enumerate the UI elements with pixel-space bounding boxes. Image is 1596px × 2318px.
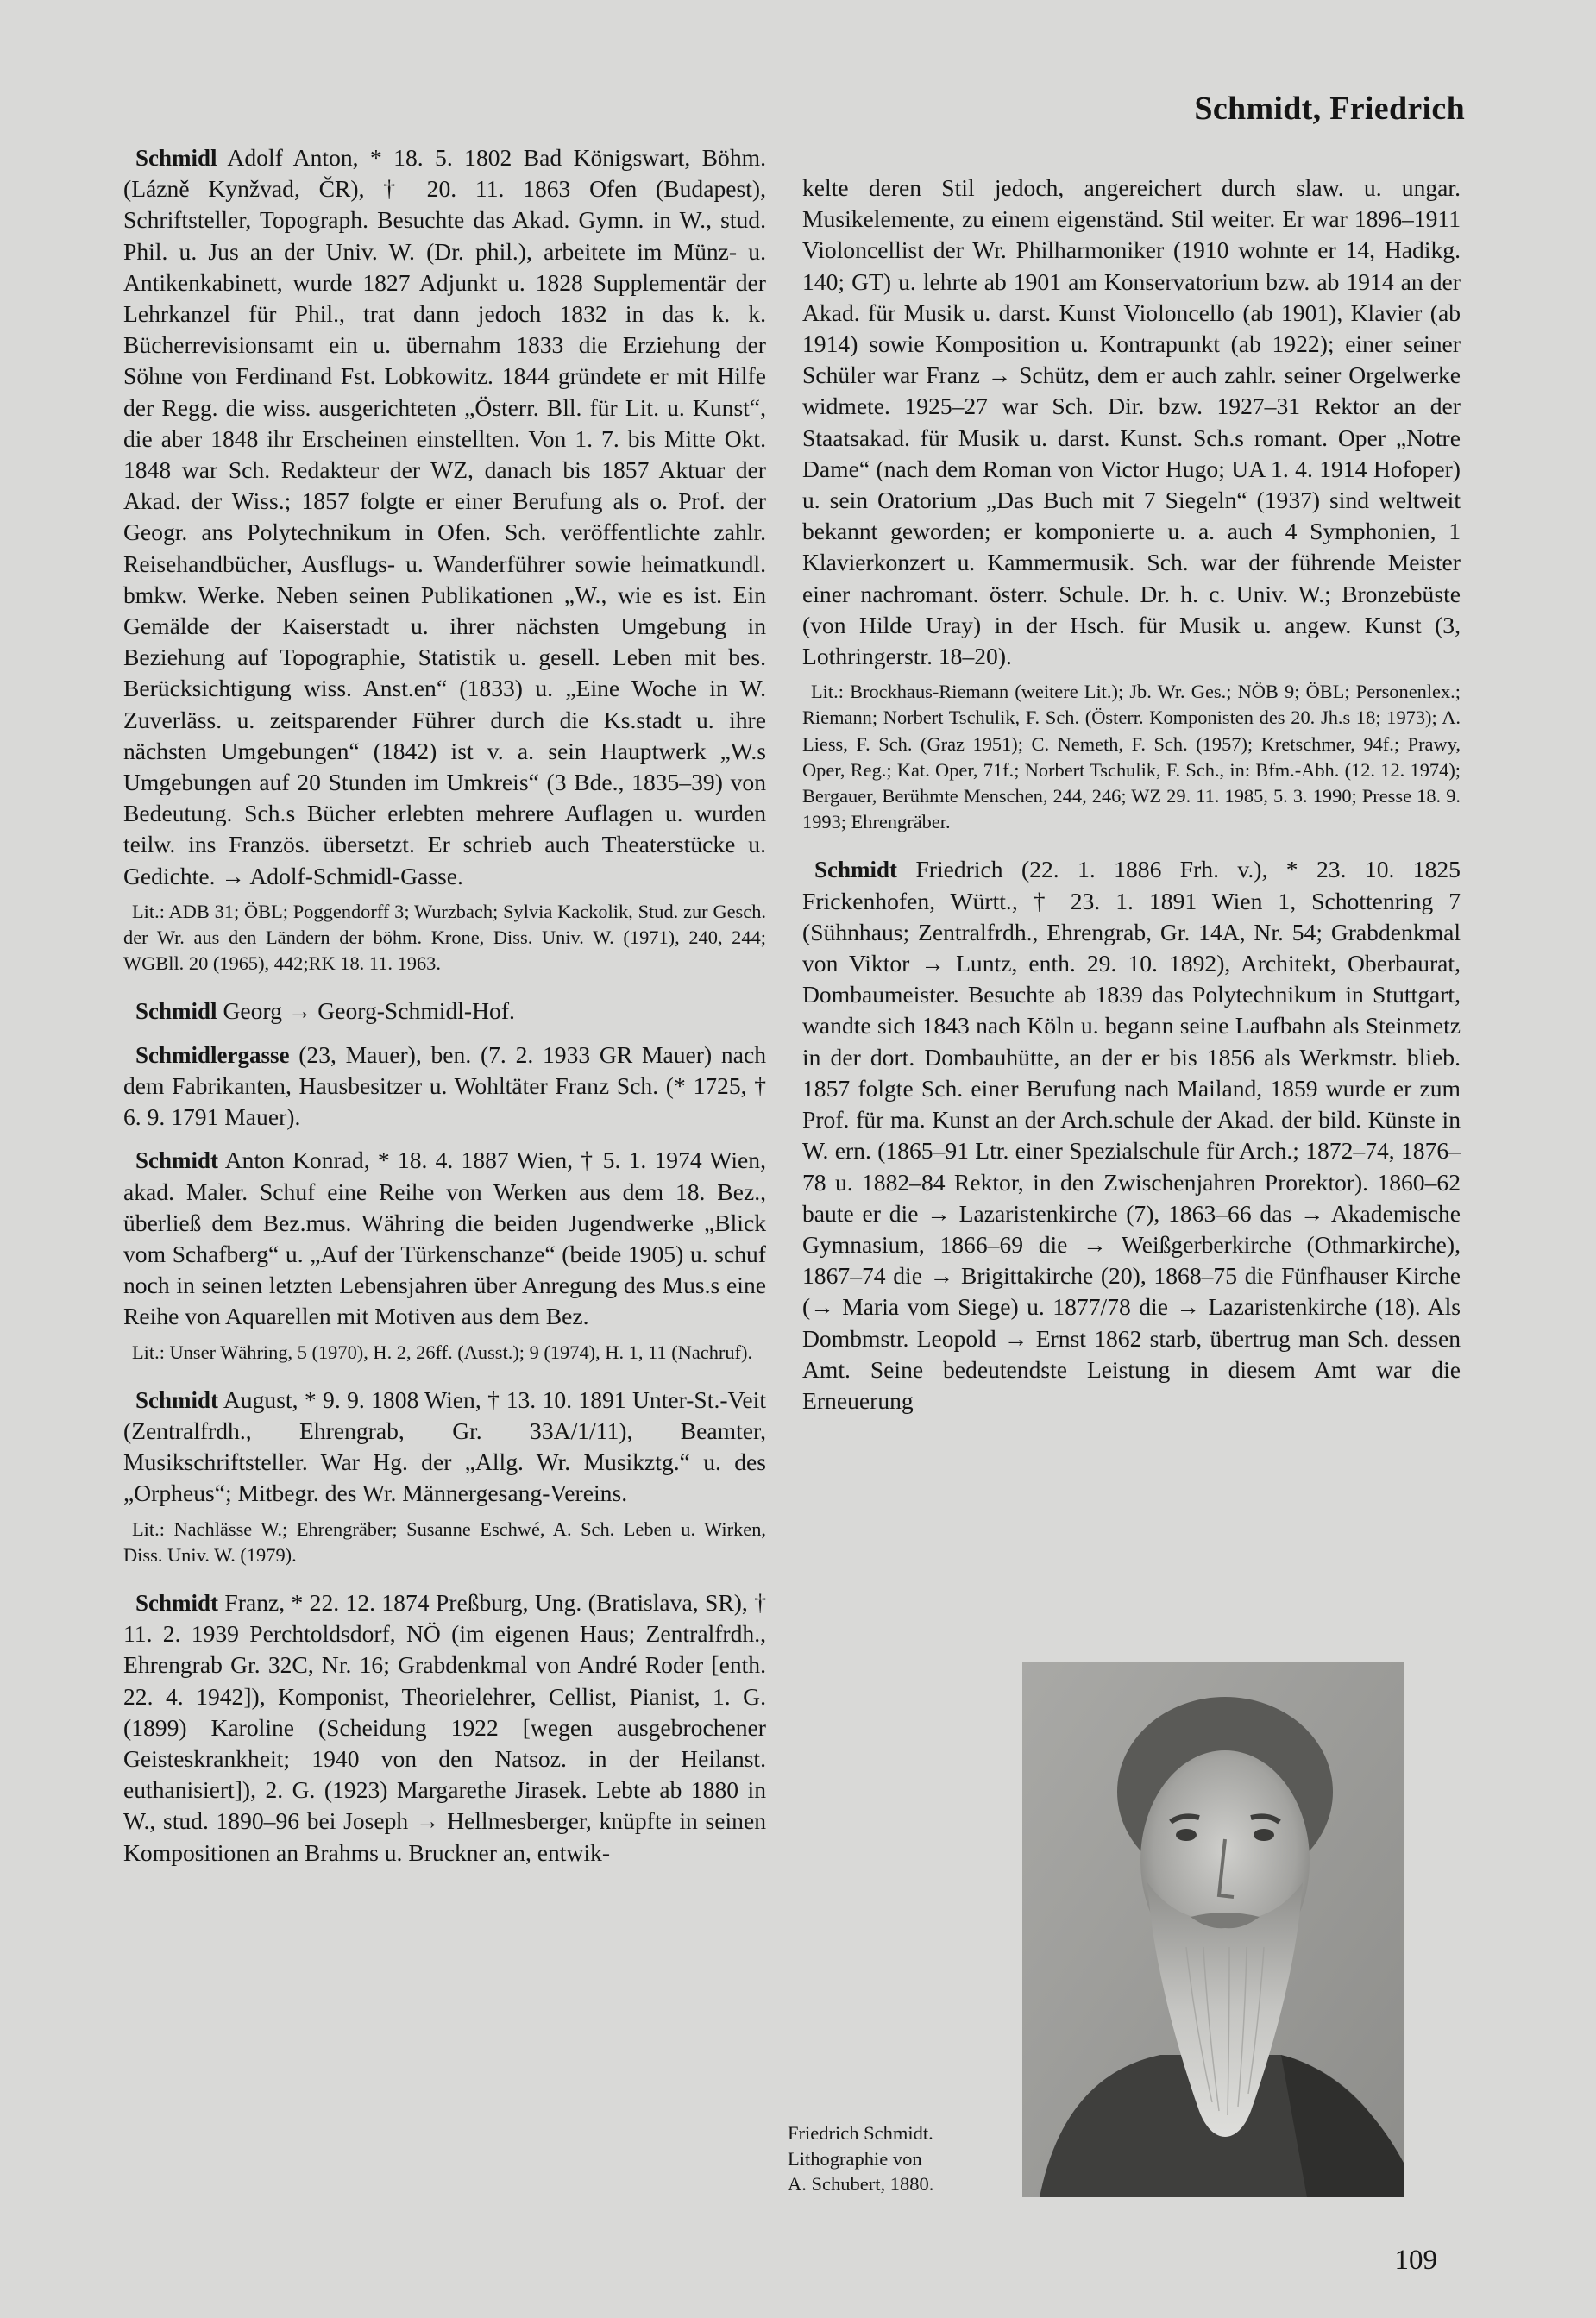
entry-schmidt-friedrich <box>802 854 1461 1417</box>
entry-headword: Schmidt <box>135 1147 219 1174</box>
caption-line: Lithographie von <box>788 2147 922 2170</box>
portrait-image <box>1022 1662 1404 2197</box>
entry-schmidt-august <box>123 1385 766 1568</box>
entry-schmidt-franz-continued <box>802 173 1461 835</box>
portrait-lithograph <box>1022 1662 1404 2197</box>
entry-literature: Lit.: Unser Währing, 5 (1970), H. 2, 26ff. (Ausst.); 9 (1974), H. 1, 11 (Nachruf). <box>132 1341 753 1363</box>
right-column <box>802 173 1461 1429</box>
entry-literature: Lit.: Nachlässe W.; Ehrengräber; Susanne Eschwé, A. Sch. Leben u. Wirken, Diss. Univ. W. (1979). <box>123 1517 766 1566</box>
entry-headword: Schmidl <box>135 145 217 171</box>
entry-headword: Schmidt <box>135 1386 219 1413</box>
entry-headword: Schmidlergasse <box>135 1041 290 1068</box>
caption-line: A. Schubert, 1880. <box>788 2173 934 2195</box>
portrait-caption <box>788 2120 1012 2197</box>
entry-schmidl-georg <box>123 996 766 1027</box>
entry-text: Adolf Anton, * 18. 5. 1802 Bad Königswart, Böhm. (Lázně Kynžvad, ČR), † 20. 11. 1863 Ofen (Budapest), Schriftsteller, Topograph. Besuchte das Akad. Gymn. in W., stud. Phil. u. Jus an der Univ. W. (Dr. phil.), arbeitete im Münz- u. Antikenkabinett, wurde 1827 Adjunkt u. 1828 Supplementär der Lehrkanzel für Phil., trat dann jedoch 1832 in das k. k. Bücherrevisionsamt ein u. übernahm 1833 die Erziehung der Söhne von Ferdinand Fst. Lobkowitz. 1844 gründete er mit Hilfe der Regg. die wiss. ausgerichteten „Österr. Bll. für Lit. u. Kunst“, die aber 1848 ihr Erscheinen einstellten. Von 1. 7. bis Mitte Okt. 1848 war Sch. Redakteur der WZ, danach bis 1857 Aktuar der Akad. der Wiss.; 1857 folgte er einer Berufung als o. Prof. der Geogr. ans Polytechnikum in Ofen. Sch. veröffentlichte zahlr. Reisehandbücher, Ausflugs- u. Wanderführer sowie heimatkundl. bmkw. Werke. Neben seinen Publikationen „W., wie es ist. Ein Gemälde der Kaiserstadt u. ihrer nächsten Umgebung in Beziehung auf Topographie, Statistik u. gesell. Leben mit bes. Berücksichtigung wiss. Anst.en“ (1833) u. „Eine Woche in W. Zuverläss. u. zeitsparender Führer durch die Ks.stadt u. ihre nächsten Umgebungen“ (1842) ist v. a. sein Hauptwerk „W.s Umgebungen auf 20 Stunden im Umkreis“ (3 Bde., 1835–39) von Bedeutung. Sch.s Bücher erlebten mehrere Auflagen u. wurden teilw. ins Französ. übersetzt. Er schrieb auch Theaterstücke u. Gedichte. → Adolf-Schmidl-Gasse. <box>123 144 766 889</box>
entry-text: (23, Mauer), ben. (7. 2. 1933 GR Mauer) nach dem Fabrikanten, Hausbesitzer u. Wohltäter Franz Sch. (* 1725, † 6. 9. 1791 Mauer). <box>123 1040 766 1131</box>
entry-text: Friedrich (22. 1. 1886 Frh. v.), * 23. 10. 1825 Frickenhofen, Württ., † 23. 1. 1891 Wien 1, Schottenring 7 (Sühnhaus; Zentralfrdh., Ehrengrab, Gr. 14A, Nr. 54; Grabdenkmal von Viktor → Luntz, enth. 29. 10. 1892), Architekt, Oberbaurat, Dombaumeister. Besuchte ab 1839 das Polytechnikum in Stuttgart, wandte sich 1843 nach Köln u. begann seine Laufbahn als Steinmetz in der dort. Dombauhütte, an der er bis 1856 als Werkmstr. blieb. 1857 folgte Sch. einer Berufung nach Mailand, 1859 wurde er zum Prof. für ma. Kunst an der Arch.schule der Akad. der bild. Künste in W. ern. (1865–91 Ltr. einer Spezialschule für Arch.; 1872–74, 1876–78 u. 1882–84 Rektor, in den Zwischenjahren Prorektor). 1860–62 baute er die → Lazaristenkirche (7), 1863–66 das → Akademische Gymnasium, 1866–69 die → Weißgerberkirche (Othmarkirche), 1867–74 die → Brigittakirche (20), 1868–75 die Fünfhauser Kirche (→ Maria vom Siege) u. 1877/78 die → Lazaristenkirche (18). Als Dombmstr. Leopold → Ernst 1862 starb, übertrug man Sch. dessen Amt. Seine bedeutendste Leistung in diesem Amt war die Erneuerung <box>802 856 1461 1414</box>
page-number: 109 <box>1394 2245 1437 2276</box>
entry-headword: Schmidt <box>135 1589 219 1616</box>
entry-text: Anton Konrad, * 18. 4. 1887 Wien, † 5. 1. 1974 Wien, akad. Maler. Schuf eine Reihe von Werken aus dem 18. Bez., überließ dem Bez.mus. Währing die beiden Jugendwerke „Blick vom Schafberg“ u. „Auf der Türkenschanze“ (beide 1905) u. schuf noch in seinen letzten Lebensjahren über Anregung des Mus.s eine Reihe von Aquarellen mit Motiven aus dem Bez. <box>123 1146 766 1330</box>
entry-schmidt-anton <box>123 1145 766 1365</box>
entry-literature: Lit.: Brockhaus-Riemann (weitere Lit.); Jb. Wr. Ges.; NÖB 9; ÖBL; Personenlex.; Riemann; Norbert Tschulik, F. Sch. (Österr. Komponisten des 20. Jh.s 18; 1973); A. Liess, F. Sch. (Graz 1951); C. Nemeth, F. Sch. (1957); Kretschmer, 94f.; Prawy, Oper, Reg.; Kat. Oper, 71f.; Norbert Tschulik, F. Sch., in: Bfm.-Abh. (12. 12. 1974); Bergauer, Berühmte Menschen, 244, 246; WZ 29. 11. 1985, 5. 3. 1990; Presse 18. 9. 1993; Ehrengräber. <box>802 681 1461 833</box>
entry-schmidt-franz <box>123 1587 766 1869</box>
entry-text: Franz, * 22. 12. 1874 Preßburg, Ung. (Bratislava, SR), † 11. 2. 1939 Perchtoldsdorf, NÖ (im eigenen Haus; Zentralfrdh., Ehrengrab Gr. 32C, Nr. 16; Grabdenkmal von André Roder [enth. 22. 4. 1942]), Komponist, Theorielehrer, Cellist, Pianist, 1. G. (1899) Karoline (Scheidung 1922 [wegen ausgebrochener Geisteskrankheit; 1940 von den Natsoz. in der Heilanst. euthanisiert]), 2. G. (1923) Margarethe Jirasek. Lebte ab 1880 in W., stud. 1890–96 bei Joseph → Hellmesberger, knüpfte in seinen Kompositionen an Brahms u. Bruckner an, entwik- <box>123 1588 766 1866</box>
entry-text: kelte deren Stil jedoch, angereichert durch slaw. u. ungar. Musikelemente, zu einem eigenständ. Stil weiter. Er war 1896–1911 Violoncellist der Wr. Philharmoniker (1910 wohnte er 14, Hadikg. 140; GT) u. lehrte ab 1901 am Konservatorium bzw. ab 1914 an der Akad. für Musik u. darst. Kunst Violoncello (ab 1901), Klavier (ab 1914) sowie Komposition u. Kontrapunkt (ab 1922); einer seiner Schüler war Franz → Schütz, dem er auch zahlr. seiner Orgelwerke widmete. 1925–27 war Sch. Dir. bzw. 1927–31 Rektor an der Staatsakad. für Musik u. darst. Kunst. Sch.s romant. Oper „Notre Dame“ (nach dem Roman von Victor Hugo; UA 1. 4. 1914 Hofoper) u. sein Oratorium „Das Buch mit 7 Siegeln“ (1937) sind weltweit bekannt geworden; er komponierte u. a. auch 4 Symphonien, 1 Klavierkonzert u. Kammermusik. Sch. war der führende Meister einer nachromant. österr. Schule. Dr. h. c. Univ. W.; Bronzebüste (von Hilde Uray) in der Hsch. für Musik u. angew. Kunst (3, Lothringerstr. 18–20). <box>802 174 1461 670</box>
running-head: Schmidt, Friedrich <box>1194 91 1465 127</box>
entry-headword: Schmidt <box>814 857 898 883</box>
entry-schmidlergasse <box>123 1040 766 1134</box>
bleed-through-shadow <box>1096 102 1106 142</box>
entry-literature: Lit.: ADB 31; ÖBL; Poggendorff 3; Wurzbach; Sylvia Kackolik, Stud. zur Gesch. der Wr. aus den Ländern der böhm. Krone, Diss. Univ. W. (1971), 240, 244; WGBll. 20 (1965), 442;RK 18. 11. 1963. <box>123 900 766 975</box>
entry-headword: Schmidl <box>135 998 217 1025</box>
entry-schmidl-adolf <box>123 142 766 977</box>
left-column <box>123 142 766 1881</box>
entry-text: August, * 9. 9. 1808 Wien, † 13. 10. 1891 Unter-St.-Veit (Zentralfrdh., Ehrengrab, Gr. 33A/1/11), Beamter, Musikschriftsteller. War Hg. der „Allg. Wr. Musikztg.“ u. des „Orpheus“; Mitbegr. des Wr. Männergesang-Vereins. <box>123 1385 766 1507</box>
entry-text: Georg → Georg-Schmidl-Hof. <box>223 997 515 1025</box>
caption-line: Friedrich Schmidt. <box>788 2122 933 2144</box>
